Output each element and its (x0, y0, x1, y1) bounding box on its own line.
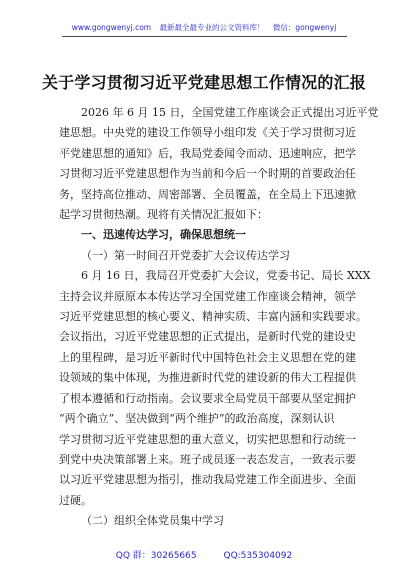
text-line: 务，坚持高位推动、周密部署、全员覆盖，在全局上下迅速掀 (59, 187, 356, 201)
text-line: 起学习贯彻热潮。现将有关情况汇报如下： (59, 208, 268, 222)
intro-paragraph (59, 103, 379, 532)
text-line: 6 月 16 日，我局召开党委扩大会议，党委书记、局长 XXX (81, 269, 371, 283)
site-slogan: 最新最全最专业的公文资料库！ (159, 23, 265, 32)
text-line: 上的里程碑，是习近平新时代中国特色社会主义思想在党的建 (59, 350, 356, 364)
site-url[interactable]: www.gongwenyj.com (71, 23, 152, 32)
text-line: 到党中央决策部署上来。班子成员逐一表态发言，一致表示要 (59, 452, 356, 466)
text-line: 主持会议并原原本本传达学习全国党建工作座谈会精神，领学 (59, 289, 356, 303)
qq-number: QQ:535304092 (223, 551, 293, 561)
text-line: 以习近平党建思想为指引，推动我局党建工作全面进步、全面 (59, 473, 356, 487)
text-line: 平党建思想的通知》后，我局党委闻令而动、迅速响应，把学 (59, 146, 356, 160)
text-line: 学习贯彻习近平党建思想的重大意义，切实把思想和行动统一 (59, 432, 356, 446)
text-line: 设领域的集中体现，为推进新时代党的建设新的伟大工程提供 (59, 371, 356, 385)
text-line: “两个确立”、坚决做到“两个维护”的政治高度，深刻认识 (59, 412, 335, 426)
text-line: 过硬。 (59, 493, 92, 507)
section-heading: 一、迅速传达学习，确保思想统一 (81, 228, 246, 242)
wechat-id: 微信：gongwenyj (272, 23, 337, 32)
text-line: 习近平党建思想的核心要义、精神实质、丰富内涵和实践要求。 (59, 310, 367, 324)
site-footer (0, 548, 408, 561)
text-line: 习贯彻习近平党建思想作为当前和今后一个时期的首要政治任 (59, 167, 356, 181)
text-line: 2026 年 6 月 15 日，全国党建工作座谈会正式提出习近平党 (81, 106, 379, 119)
site-header (0, 22, 408, 33)
qq-group: QQ 群：30265665 (115, 551, 197, 561)
document-title: 关于学习贯彻习近平党建思想工作情况的汇报 (41, 73, 366, 92)
text-line: 建思想。中央党的建设工作领导小组印发《关于学习贯彻习近 (59, 126, 356, 140)
text-line: 了根本遵循和行动指南。会议要求全局党员干部要从坚定拥护 (59, 391, 356, 405)
text-line: 会议指出，习近平党建思想的正式提出，是新时代党的建设史 (59, 330, 356, 344)
header-rule (62, 36, 347, 37)
subsection-heading: （一）第一时间召开党委扩大会议传达学习 (81, 248, 290, 262)
subsection-heading: （二）组织全体党员集中学习 (81, 514, 224, 528)
